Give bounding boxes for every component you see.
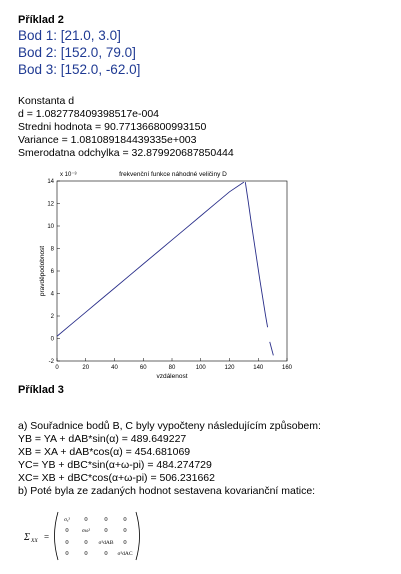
y-axis-label: pravděpodobnost: [39, 245, 46, 297]
matrix-cell: 0: [65, 539, 69, 546]
chart-title: frekvenční funkce náhodné veličiny D: [119, 171, 227, 178]
x-tick-label: 20: [82, 365, 90, 371]
point-2: Bod 2: [152.0, 79.0]: [18, 45, 136, 60]
matrix-cell: 0: [123, 527, 127, 534]
stat-std: Smerodatna odchylka = 32.879920687850444: [18, 147, 234, 159]
y-tick-label: 6: [50, 269, 54, 275]
constant-heading: Konstanta d: [18, 95, 75, 107]
text-line-xb: XB = XA + dAB*cos(α) = 454.681069: [18, 446, 191, 458]
matrix-left-paren: [55, 512, 59, 560]
chart-exponent-label: x 10⁻³: [60, 172, 77, 178]
x-axis-label: vzdálenost: [156, 373, 188, 380]
series-line-3: [270, 342, 274, 356]
matrix-cell: 0: [84, 550, 88, 557]
text-line-a: a) Souřadnice bodů B, C byly vypočteny následujícím způsobem:: [18, 420, 321, 432]
y-tick-label: 4: [50, 291, 54, 298]
example-2-title: Příklad 2: [18, 14, 64, 26]
matrix-cell: 0: [104, 527, 108, 534]
matrix-cell: σ²dAC: [117, 551, 133, 557]
x-tick-label: 60: [139, 365, 147, 371]
plot-area: [57, 181, 287, 361]
matrix-cell: σ²dAB: [98, 540, 114, 546]
matrix-cell: 0: [104, 550, 108, 557]
matrix-cell: 0: [84, 516, 88, 523]
matrix-eq: =: [44, 532, 50, 542]
x-tick-label: 40: [111, 365, 118, 371]
stat-d: d = 1.082778409398517e-004: [18, 108, 160, 120]
matrix-cell: 0: [84, 539, 88, 546]
text-line-yb: YB = YA + dAB*sin(α) = 489.649227: [18, 433, 187, 445]
point-3: Bod 3: [152.0, -62.0]: [18, 62, 141, 77]
y-tick-label: 12: [47, 201, 54, 208]
y-tick-label: 10: [47, 224, 54, 230]
matrix-cell: 0: [123, 539, 127, 546]
matrix-lhs: Σ: [24, 532, 30, 543]
example-3-title: Příklad 3: [18, 384, 64, 396]
y-tick-label: 14: [47, 179, 54, 185]
x-tick-label: 120: [224, 365, 235, 371]
matrix-cell: 0: [104, 516, 108, 523]
matrix-cell: σω²: [81, 528, 91, 534]
y-tick-label: 2: [50, 314, 54, 320]
text-line-yc: YC= YB + dBC*sin(α+ω-pi) = 484.274729: [18, 459, 212, 471]
stat-mean: Stredni hodnota = 90.771366800993150: [18, 121, 207, 133]
y-tick-label: 0: [50, 336, 54, 343]
matrix-lhs-sub: XX: [31, 538, 38, 544]
stat-variance: Variance = 1.081089184439335e+003: [18, 134, 197, 146]
y-tick-label: 8: [50, 246, 54, 253]
x-tick-label: 100: [195, 365, 206, 371]
matrix-cell: 0: [65, 527, 69, 534]
matrix-right-paren: [136, 512, 140, 560]
x-tick-label: 80: [168, 365, 176, 371]
series-line-1: [57, 182, 244, 336]
x-tick-label: 0: [55, 365, 59, 371]
matrix-cell: 0: [123, 516, 127, 523]
covariance-matrix: [22, 508, 172, 564]
matrix-cell: σₐ²: [63, 517, 71, 523]
text-line-xc: XC= XB + dBC*cos(α+ω-pi) = 506.231662: [18, 472, 215, 484]
series-line-2: [245, 182, 267, 327]
frequency-chart: [0, 166, 300, 382]
y-tick-label: -2: [48, 359, 54, 365]
x-tick-label: 140: [253, 365, 264, 371]
point-1: Bod 1: [21.0, 3.0]: [18, 28, 121, 43]
matrix-cell: 0: [65, 550, 69, 557]
text-line-b: b) Poté byla ze zadaných hodnot sestavena kovarianční matice:: [18, 485, 316, 497]
x-tick-label: 160: [281, 365, 293, 371]
